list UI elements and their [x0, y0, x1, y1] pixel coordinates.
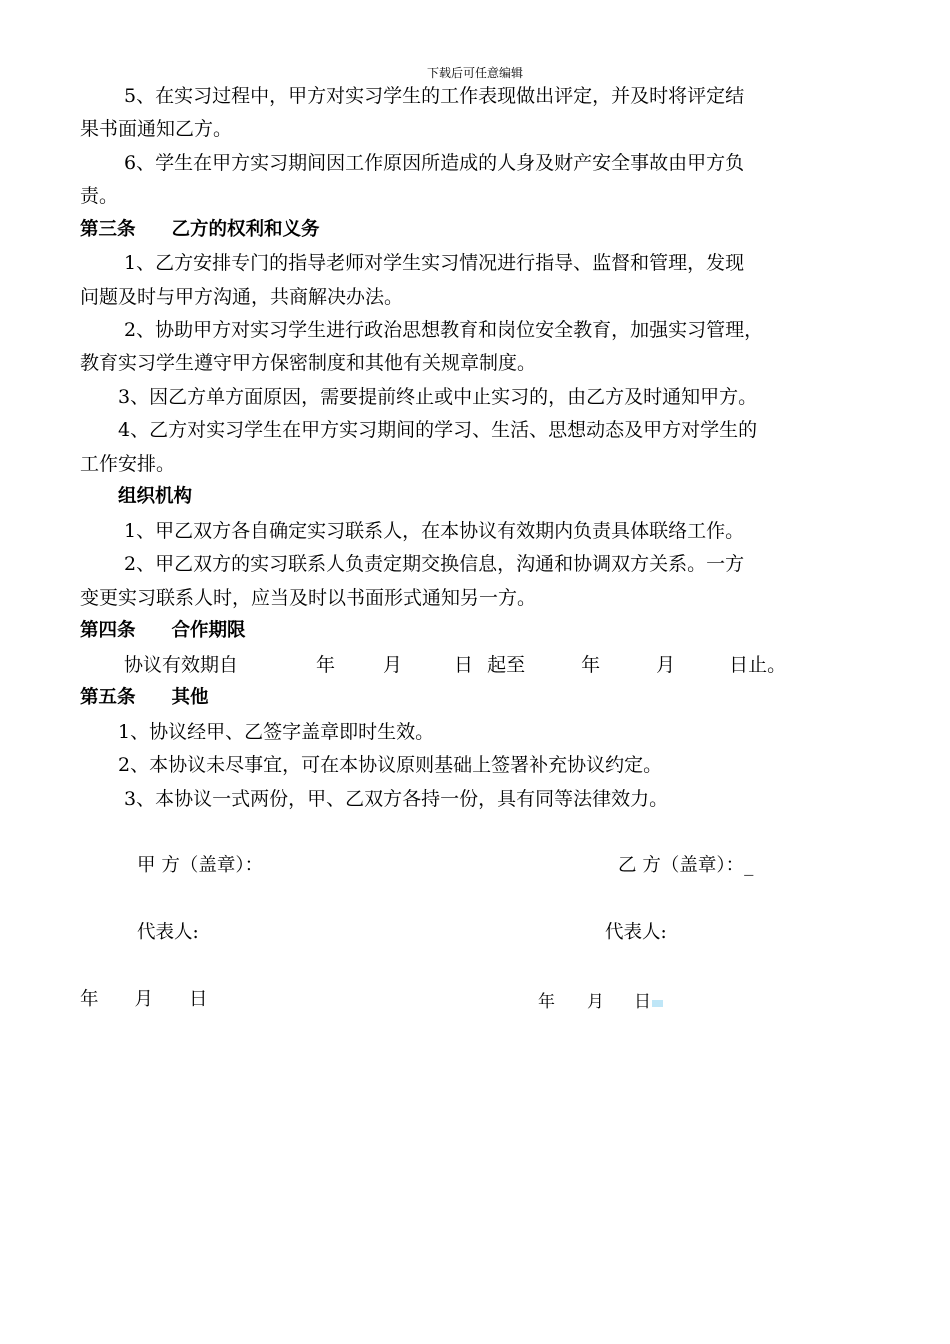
clause-3-4-line-1: 4、乙方对实习学生在甲方实习期间的学习、生活、思想动态及甲方对学生的 — [118, 419, 758, 441]
clause-3-3: 3、因乙方单方面原因，需要提前终止或中止实习的，由乙方及时通知甲方。 — [118, 386, 758, 408]
clause-2-6-line-1: 6、学生在甲方实习期间因工作原因所造成的人身及财产安全事故由甲方负 — [124, 152, 745, 174]
page-header-note: 下载后可任意编辑 — [426, 66, 523, 80]
article-5-heading — [80, 686, 880, 710]
start-day-label: 日 — [454, 654, 474, 676]
organization-heading: 组织机构 — [118, 486, 193, 507]
text-cursor-highlight — [652, 1000, 663, 1007]
party-b-year-label: 年 — [538, 992, 555, 1012]
party-b-day-label: 日 — [634, 992, 651, 1012]
party-a-date — [80, 988, 208, 1012]
article-4-heading — [80, 619, 880, 643]
article-3-heading — [80, 218, 880, 242]
end-day-label: 日止。 — [729, 654, 787, 676]
party-a-day-label: 日 — [189, 989, 208, 1010]
clause-2-5-line-1: 5、在实习过程中，甲方对实习学生的工作表现做出评定，并及时将评定结 — [124, 85, 745, 107]
end-year-label: 年 — [581, 654, 601, 676]
article-4-number: 第四条 — [80, 620, 136, 641]
clause-5-1: 1、协议经甲、乙签字盖章即时生效。 — [118, 721, 435, 743]
organization-clause-2-line-1: 2、甲乙双方的实习联系人负责定期交换信息，沟通和协调双方关系。一方 — [124, 553, 745, 575]
article-4-title: 合作期限 — [171, 620, 246, 641]
article-3-number: 第三条 — [80, 219, 136, 240]
organization-clause-1: 1、甲乙双方各自确定实习联系人，在本协议有效期内负责具体联络工作。 — [124, 520, 745, 542]
article-3-title: 乙方的权利和义务 — [171, 219, 320, 240]
party-a-seal-label: 甲 方（盖章）： — [137, 855, 264, 876]
party-b-month-label: 月 — [587, 992, 604, 1012]
party-b-seal-label: 乙 方（盖章）：_ — [618, 855, 754, 876]
party-a-year-label: 年 — [80, 989, 99, 1010]
end-month-label: 月 — [656, 654, 676, 676]
clause-5-2: 2、本协议未尽事宜，可在本协议原则基础上签署补充协议约定。 — [118, 754, 663, 776]
start-year-label: 年 — [316, 654, 336, 676]
clause-3-2-line-1: 2、协助甲方对实习学生进行政治思想教育和岗位安全教育，加强实习管理， — [124, 319, 764, 341]
clause-3-1-line-2: 问题及时与甲方沟通，共商解决办法。 — [80, 286, 404, 308]
party-a-month-label: 月 — [134, 989, 154, 1010]
organization-clause-2-line-2: 变更实习联系人时，应当及时以书面形式通知另一方。 — [80, 587, 537, 609]
party-a-representative-label: 代表人: — [137, 922, 199, 943]
clause-3-2-line-2: 教育实习学生遵守甲方保密制度和其他有关规章制度。 — [80, 352, 537, 374]
clause-2-5-line-2: 果书面通知乙方。 — [80, 118, 233, 140]
clause-2-6-line-2: 责。 — [80, 185, 119, 207]
party-b-representative-label: 代表人: — [605, 922, 667, 943]
until-label: 起至 — [487, 654, 526, 676]
clause-3-4-line-2: 工作安排。 — [80, 453, 176, 475]
article-5-title: 其他 — [171, 687, 209, 708]
party-b-date — [538, 990, 663, 1014]
start-month-label: 月 — [383, 654, 403, 676]
article-5-number: 第五条 — [80, 687, 136, 708]
clause-5-3: 3、本协议一式两份，甲、乙双方各持一份，具有同等法律效力。 — [124, 788, 669, 810]
period-lead: 协议有效期自 — [124, 654, 239, 676]
clause-3-1-line-1: 1、乙方安排专门的指导老师对学生实习情况进行指导、监督和管理，发现 — [124, 252, 745, 274]
cooperation-period-line — [80, 653, 880, 677]
